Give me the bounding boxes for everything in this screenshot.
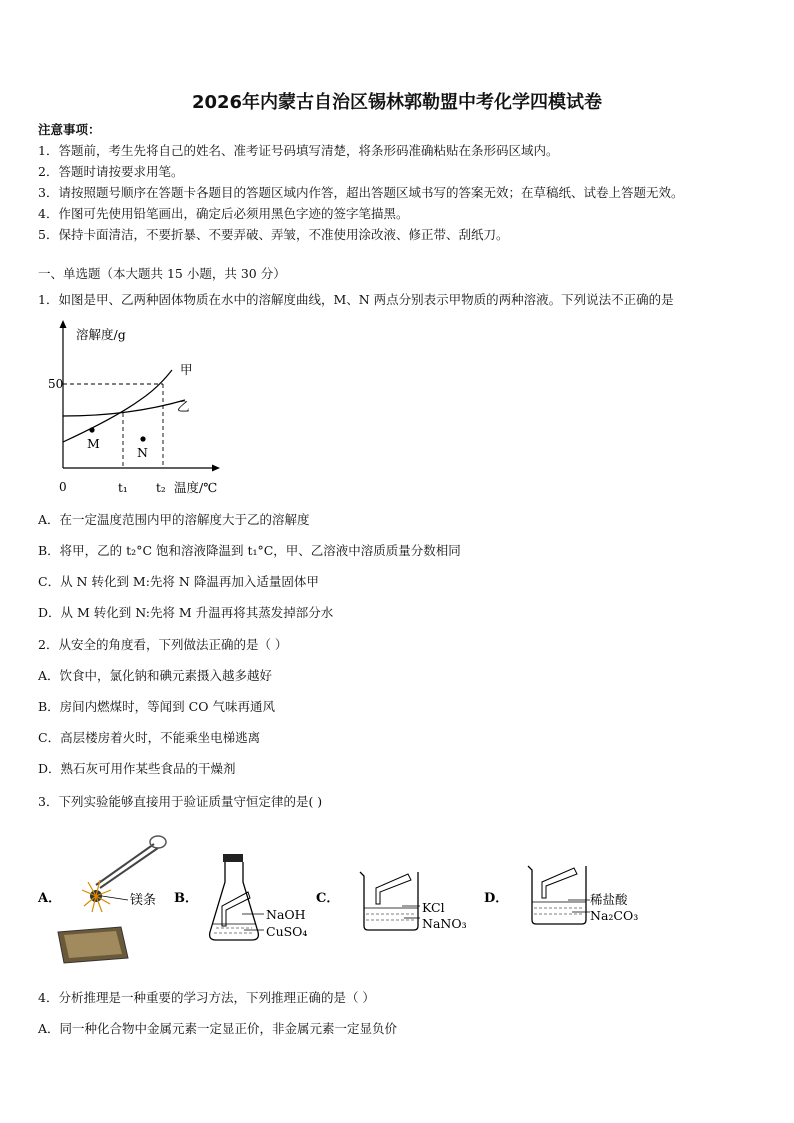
beaker-c-illustration bbox=[360, 872, 420, 930]
curve-jia bbox=[63, 370, 172, 442]
y-tick-50: 50 bbox=[48, 377, 64, 391]
y-axis-label: 溶解度/g bbox=[76, 327, 126, 342]
section-heading: 一、单选题（本大题共 15 小题，共 30 分） bbox=[38, 266, 286, 281]
option-b-label: B． bbox=[174, 891, 198, 906]
beaker-d-illustration bbox=[528, 866, 590, 924]
option-d-label: D． bbox=[484, 891, 509, 906]
page-title: 2026年内蒙古自治区锡林郭勒盟中考化学四模试卷 bbox=[191, 92, 603, 113]
q1-option-a: A．在一定温度范围内甲的溶解度大于乙的溶解度 bbox=[38, 512, 310, 527]
q1-option-c: C．从 N 转化到 M:先将 N 降温再加入适量固体甲 bbox=[38, 574, 319, 589]
notice-item: 5．保持卡面清洁，不要折暴、不要弄破、弄皱，不准使用涂改液、修正带、刮纸刀。 bbox=[38, 227, 509, 242]
naoh-label: NaOH bbox=[266, 907, 306, 922]
q4-option-a: A．同一种化合物中金属元素一定显正价，非金属元素一定显负价 bbox=[38, 1021, 398, 1036]
point-m-label: M bbox=[87, 436, 100, 451]
option-c-label: C． bbox=[316, 891, 340, 906]
notice-item: 1．答题前，考生先将自己的姓名、准考证号码填写清楚，将条形码准确粘贴在条形码区域内。 bbox=[38, 143, 559, 158]
q2-option-c: C．高层楼房着火时，不能乘坐电梯逃离 bbox=[38, 730, 261, 745]
solubility-graph bbox=[40, 318, 240, 500]
option-a-label: A． bbox=[38, 891, 62, 906]
question-4-stem: 4．分析推理是一种重要的学习方法，下列推理正确的是（ ） bbox=[38, 990, 375, 1005]
nano3-label: NaNO₃ bbox=[422, 916, 467, 931]
notice-heading: 注意事项： bbox=[38, 122, 101, 137]
mg-label: 镁条 bbox=[130, 893, 157, 908]
q1-option-b: B．将甲，乙的 t₂°C 饱和溶液降温到 t₁°C，甲、乙溶液中溶质质量分数相同 bbox=[38, 543, 461, 558]
curve-yi-label: 乙 bbox=[177, 399, 190, 414]
q2-option-d: D．熟石灰可用作某些食品的干燥剂 bbox=[38, 761, 236, 776]
point-n bbox=[140, 436, 145, 441]
notice-item: 4．作图可先使用铅笔画出，确定后必须用黑色字迹的签字笔描黑。 bbox=[38, 206, 409, 221]
curve-yi bbox=[63, 400, 185, 416]
q2-option-b: B．房间内燃煤时，等闻到 CO 气味再通风 bbox=[38, 699, 275, 714]
x-axis-label: 温度/℃ bbox=[174, 480, 218, 495]
kcl-label: KCl bbox=[422, 900, 445, 915]
point-m bbox=[89, 427, 94, 432]
q1-option-d: D．从 M 转化到 N:先将 M 升温再将其蒸发掉部分水 bbox=[38, 605, 334, 620]
hcl-label: 稀盐酸 bbox=[590, 892, 628, 907]
question-1-stem: 1．如图是甲、乙两种固体物质在水中的溶解度曲线，M、N 两点分别表示甲物质的两种溶液。下列说法不正确的是 bbox=[38, 292, 674, 307]
question-2-stem: 2．从安全的角度看，下列做法正确的是（ ） bbox=[38, 637, 288, 652]
curve-jia-label: 甲 bbox=[180, 362, 193, 377]
q3-apparatus bbox=[36, 830, 676, 965]
conical-flask-illustration bbox=[210, 854, 264, 940]
x-tick-t1: t₁ bbox=[118, 481, 128, 495]
origin-label: 0 bbox=[59, 480, 67, 494]
notice-item: 3．请按照题号顺序在答题卡各题目的答题区域内作答，超出答题区域书写的答案无效；在草稿纸、试卷上答题无效。 bbox=[38, 185, 684, 200]
notice-item: 2．答题时请按要求用笔。 bbox=[38, 164, 184, 179]
question-3-stem: 3．下列实验能够直接用于验证质量守恒定律的是( ) bbox=[38, 794, 323, 809]
na2co3-label: Na₂CO₃ bbox=[590, 908, 639, 923]
cuso4-label: CuSO₄ bbox=[266, 924, 308, 939]
x-tick-t2: t₂ bbox=[156, 481, 166, 495]
point-n-label: N bbox=[137, 445, 148, 460]
q2-option-a: A．饮食中，氯化钠和碘元素摄入越多越好 bbox=[38, 668, 273, 683]
